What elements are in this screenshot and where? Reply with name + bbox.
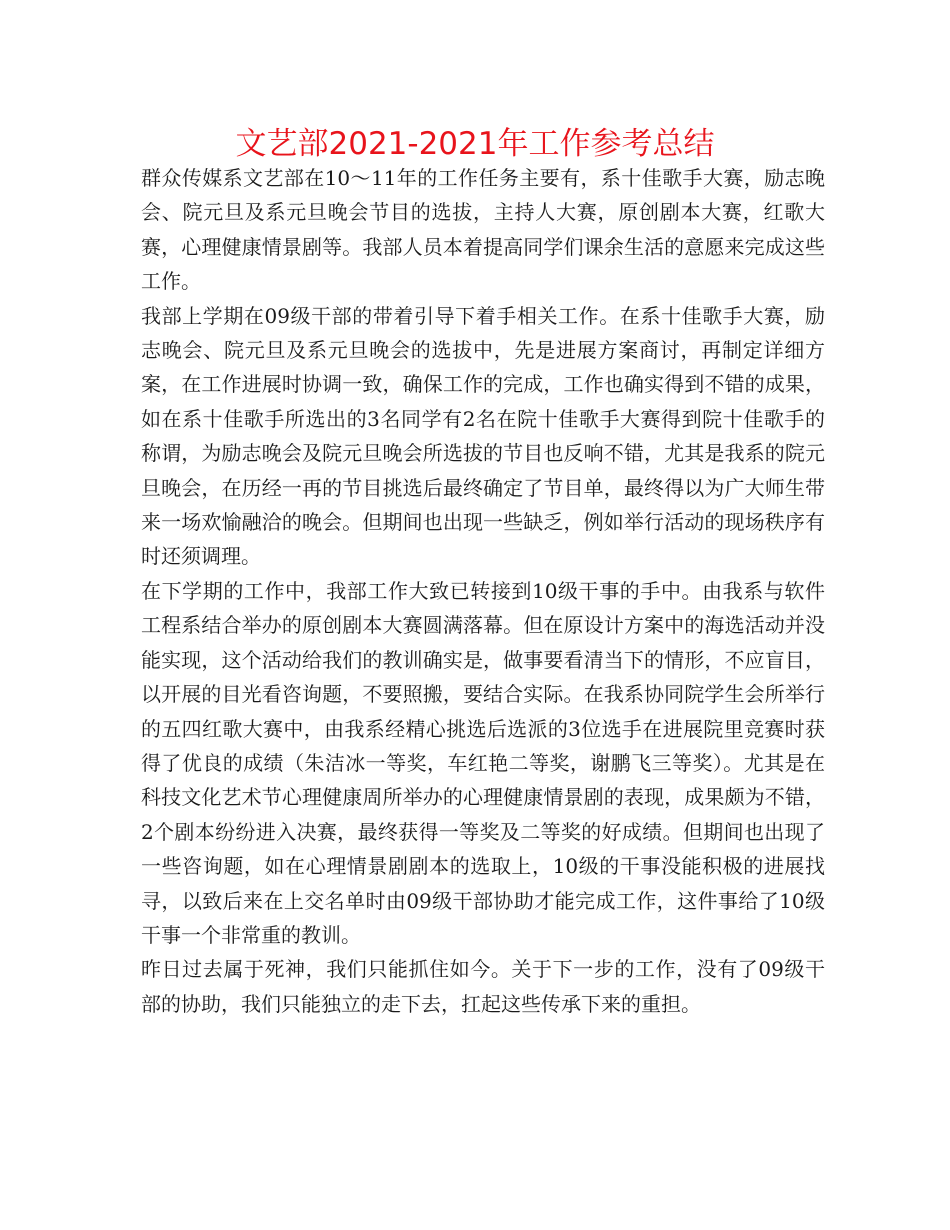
paragraph-second-semester: 在下学期的工作中，我部工作大致已转接到10级干事的手中。由我系与软件工程系结合举办的原创剧本大赛圆满落幕。但在原设计方案中的海选活动并没能实现，这个活动给我们的教训确实是，做事要看清当下的情形，不应盲目，以开展的目光看咨询题，不要照搬，要结合实际。在我系协同院学生会所举行的五四红歌大赛中，由我系经精心挑选后选派的3位选手在进展院里竞赛时获得了优良的成绩（朱洁冰一等奖，车红艳二等奖，谢鹏飞三等奖）。尤其是在科技文化艺术节心理健康周所举办的心理健康情景剧的表现，成果颇为不错，2个剧本纷纷进入决赛，最终获得一等奖及二等奖的好成绩。但期间也出现了一些咨询题，如在心理情景剧剧本的选取上，10级的干事没能积极的进展找寻，以致后来在上交名单时由09级干部协助才能完成工作，这件事给了10级干事一个非常重的教训。 <box>141 578 825 947</box>
paragraph-outlook: 昨日过去属于死神，我们只能抓住如今。关于下一步的工作，没有了09级干部的协助，我们只能独立的走下去，扛起这些传承下来的重担。 <box>141 957 825 1016</box>
document-title: 文艺部2021-2021年工作参考总结 <box>235 126 715 162</box>
document-body <box>141 161 825 1021</box>
paragraph-overview: 群众传媒系文艺部在10～11年的工作任务主要有，系十佳歌手大赛，励志晚会、院元旦及系元旦晚会节目的选拔，主持人大赛，原创剧本大赛，红歌大赛，心理健康情景剧等。我部人员本着提高同学们课余生活的意愿来完成这些工作。 <box>141 166 825 294</box>
paragraph-first-semester: 我部上学期在09级干部的带着引导下着手相关工作。在系十佳歌手大赛，励志晚会、院元旦及系元旦晚会的选拔中，先是进展方案商讨，再制定详细方案，在工作进展时协调一致，确保工作的完成，工作也确实得到不错的成果，如在系十佳歌手所选出的3名同学有2名在院十佳歌手大赛得到院十佳歌手的称谓，为励志晚会及院元旦晚会所选拔的节目也反响不错，尤其是我系的院元旦晚会，在历经一再的节目挑选后最终确定了节目单，最终得以为广大师生带来一场欢愉融洽的晚会。但期间也出现一些缺乏，例如举行活动的现场秩序有时还须调理。 <box>141 303 825 569</box>
